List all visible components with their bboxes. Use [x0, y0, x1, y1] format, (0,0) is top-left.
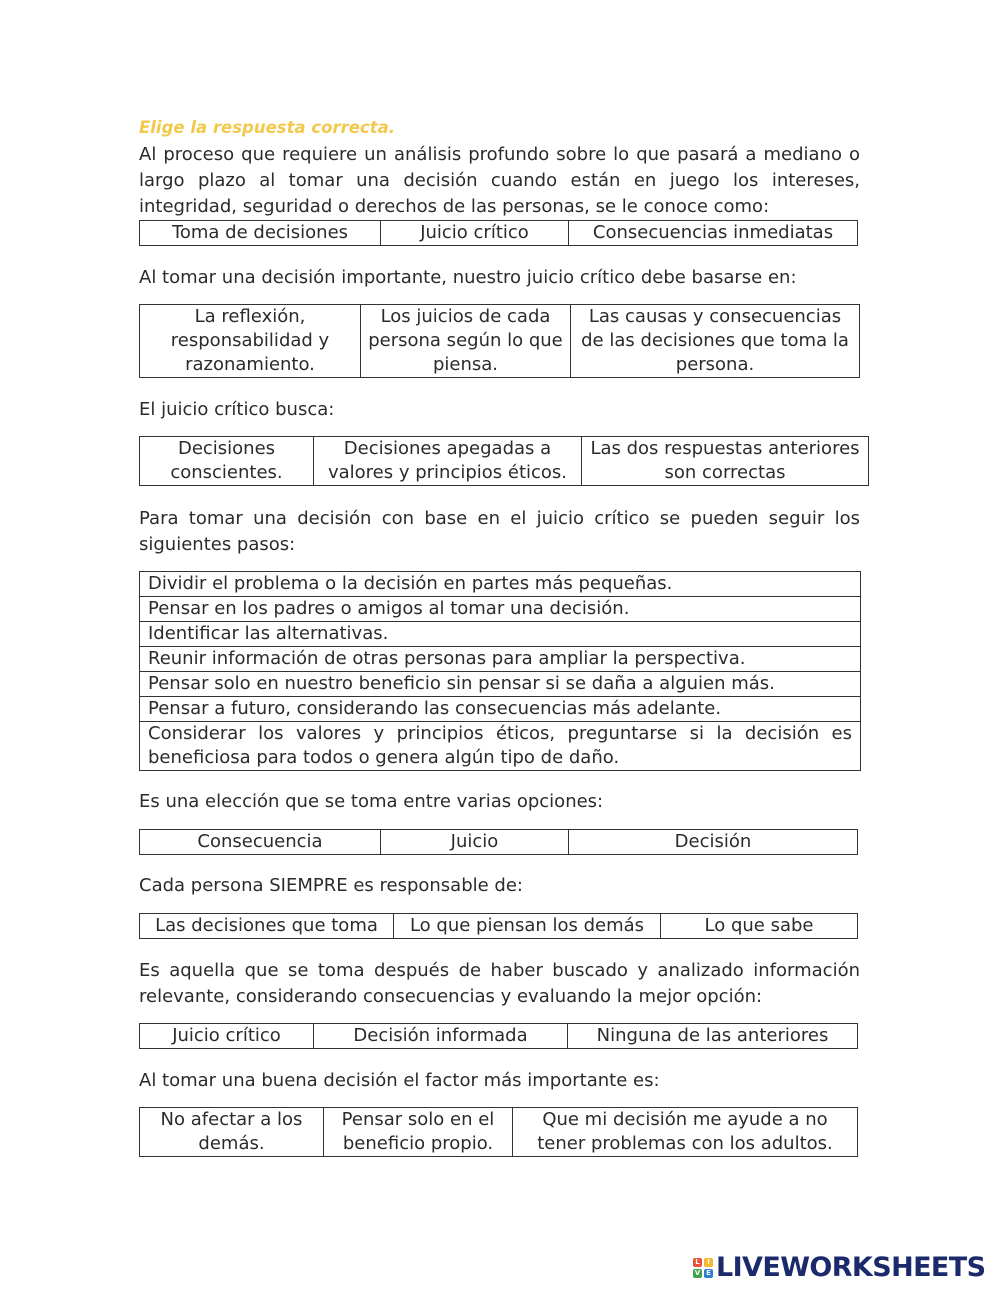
step-option-3[interactable]: Identificar las alternativas.	[140, 622, 861, 647]
instruction: Elige la respuesta correcta.	[139, 118, 395, 137]
logo-mark-square: L	[693, 1258, 702, 1267]
question-7-option-3[interactable]: Ninguna de las anteriores	[568, 1024, 858, 1049]
question-2-option-2[interactable]: Los juicios de cada persona según lo que piensa.	[361, 305, 571, 378]
question-8-option-3[interactable]: Que mi decisión me ayude a no tener problemas con los adultos.	[513, 1108, 858, 1157]
question-5-option-3[interactable]: Decisión	[569, 830, 858, 855]
step-option-5[interactable]: Pensar solo en nuestro beneficio sin pensar si se daña a alguien más.	[140, 672, 861, 697]
question-1-text: Al proceso que requiere un análisis profundo sobre lo que pasará a mediano o largo plazo al tomar una decisión cuando están en juego los intereses, integridad, seguridad o derechos de las personas, se le conoce como:	[139, 144, 860, 217]
logo-mark-square: E	[704, 1269, 713, 1278]
question-6-option-3[interactable]: Lo que sabe	[661, 914, 858, 939]
question-6-text: Cada persona SIEMPRE es responsable de:	[139, 875, 523, 896]
question-3-option-1[interactable]: Decisiones conscientes.	[140, 437, 314, 486]
question-7-options	[139, 1023, 858, 1049]
step-option-4[interactable]: Reunir información de otras personas para ampliar la perspectiva.	[140, 647, 861, 672]
question-8-option-2[interactable]: Pensar solo en el beneficio propio.	[324, 1108, 513, 1157]
question-8-text: Al tomar una buena decisión el factor más importante es:	[139, 1070, 660, 1091]
step-option-1[interactable]: Dividir el problema o la decisión en partes más pequeñas.	[140, 572, 861, 597]
logo-mark-square: V	[694, 1268, 701, 1277]
question-5-text: Es una elección que se toma entre varias opciones:	[139, 791, 604, 812]
question-2-options	[139, 304, 860, 378]
question-1-option-1[interactable]: Toma de decisiones	[140, 221, 381, 246]
question-5-options	[139, 829, 858, 855]
step-option-7[interactable]: Considerar los valores y principios éticos, preguntarse si la decisión es beneficiosa para todos o genera algún tipo de daño.	[140, 722, 861, 771]
question-3-option-3[interactable]: Las dos respuestas anteriores son correctas	[582, 437, 869, 486]
question-6-option-1[interactable]: Las decisiones que toma	[140, 914, 394, 939]
liveworksheets-logo	[693, 1252, 985, 1283]
logo-mark-square: I	[704, 1258, 713, 1267]
question-3-options	[139, 436, 869, 486]
question-4-text: Para tomar una decisión con base en el juicio crítico se pueden seguir los siguientes pasos:	[139, 508, 860, 555]
question-2-option-3[interactable]: Las causas y consecuencias de las decisiones que toma la persona.	[571, 305, 860, 378]
question-3-option-2[interactable]: Decisiones apegadas a valores y principios éticos.	[314, 437, 582, 486]
question-8-option-1[interactable]: No afectar a los demás.	[140, 1108, 324, 1157]
question-6-option-2[interactable]: Lo que piensan los demás	[394, 914, 661, 939]
question-7-option-2[interactable]: Decisión informada	[314, 1024, 568, 1049]
question-3-text: El juicio crítico busca:	[139, 399, 335, 420]
question-2-option-1[interactable]: La reflexión, responsabilidad y razonamiento.	[140, 305, 361, 378]
question-7-option-1[interactable]: Juicio crítico	[140, 1024, 314, 1049]
question-5-option-1[interactable]: Consecuencia	[140, 830, 381, 855]
question-8-options	[139, 1107, 858, 1157]
question-5-option-2[interactable]: Juicio	[381, 830, 569, 855]
question-1-option-2[interactable]: Juicio crítico	[381, 221, 569, 246]
question-1-options	[139, 220, 858, 246]
liveworksheets-mark-icon	[693, 1258, 713, 1278]
question-4-steps	[139, 571, 861, 771]
question-1-option-3[interactable]: Consecuencias inmediatas	[569, 221, 858, 246]
question-6-options	[139, 913, 858, 939]
question-2-text: Al tomar una decisión importante, nuestro juicio crítico debe basarse en:	[139, 267, 797, 288]
question-7-text: Es aquella que se toma después de haber buscado y analizado información relevante, considerando consecuencias y evaluando la mejor opción:	[139, 960, 860, 1007]
logo-text: LIVEWORKSHEETS	[716, 1252, 986, 1283]
step-option-2[interactable]: Pensar en los padres o amigos al tomar una decisión.	[140, 597, 861, 622]
step-option-6[interactable]: Pensar a futuro, considerando las consecuencias más adelante.	[140, 697, 861, 722]
